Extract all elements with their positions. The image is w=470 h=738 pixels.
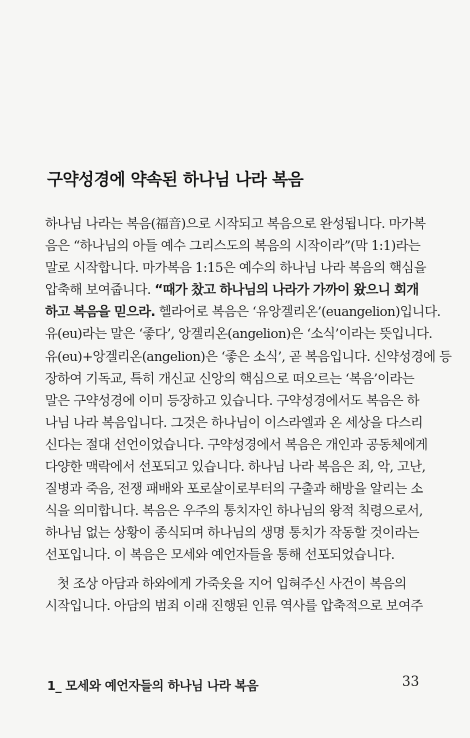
text-line: 장하여 기독교, 특히 개신교 신앙의 핵심으로 떠오르는 ‘복음’이라는 — [45, 371, 415, 387]
text-line: 유(eu)라는 말은 ‘좋다’, 앙겔리온(angelion)은 ‘소식’이라는 뜻입니다. — [45, 327, 433, 343]
text-line: 말로 시작합니다. 마가복음 1:15은 예수의 하나님 나라 복음의 핵심을 — [45, 261, 427, 277]
text-line: 음은 “하나님의 아들 예수 그리스도의 복음의 시작이라”(막 1:1)라는 — [45, 239, 421, 255]
running-footer: 1_ 모세와 예언자들의 하나님 나라 복음 — [47, 678, 259, 693]
text-line: 질병과 죽음, 전쟁 패배와 포로살이로부터의 구출과 해방을 알리는 소 — [45, 482, 423, 498]
text-line — [45, 302, 441, 324]
text-line: 시작입니다. 아담의 범죄 이래 진행된 인류 역사를 압축적으로 보여주 — [45, 598, 423, 614]
section-heading: 구약성경에 약속된 하나님 나라 복음 — [47, 170, 304, 189]
bold-quote: “때가 찼고 하나님의 나라가 가까이 왔으니 회개 — [154, 283, 419, 299]
text-line-part: 헬라어로 복음은 ‘유앙겔리온’(euangelion)입니다. — [155, 305, 441, 321]
text-line: 다양한 맥락에서 선포되고 있습니다. 하나님 나라 복음은 죄, 악, 고난, — [45, 460, 426, 476]
text-line: 나님 나라 복음입니다. 그것은 하나님이 이스라엘과 온 세상을 다스리 — [45, 415, 423, 431]
text-line: 유(eu)+앙겔리온(angelion)은 ‘좋은 소식’, 곧 복음입니다. 신약성경에 등 — [45, 349, 452, 365]
text-line: 하나님 없는 상황이 종식되며 하나님의 생명 통치가 작동할 것이라는 — [45, 526, 420, 542]
text-line: 하나님 나라는 복음(福音)으로 시작되고 복음으로 완성됩니다. 마가복 — [45, 217, 426, 232]
text-line: 말은 구약성경에 이미 등장하고 있습니다. 구약성경에서도 복음은 하 — [45, 393, 420, 409]
text-line: 신다는 절대 선언이었습니다. 구약성경에서 복음은 개인과 공동체에게 — [45, 437, 428, 453]
text-line: 첫 조상 아담과 하와에게 가죽옷을 지어 입혀주신 사건이 복음의 — [57, 576, 407, 592]
text-line-part: 압축해 보여줍니다. — [45, 283, 151, 299]
text-line — [45, 280, 425, 302]
body-text — [45, 214, 452, 618]
bold-quote: 하고 복음을 믿으라. — [45, 305, 156, 321]
page-number: 33 — [402, 674, 420, 690]
text-line: 식을 의미합니다. 복음은 우주의 통치자인 하나님의 왕적 칙령으로서, — [45, 504, 423, 520]
text-line: 선포입니다. 이 복음은 모세와 예언자들을 통해 선포되었습니다. — [45, 548, 395, 564]
